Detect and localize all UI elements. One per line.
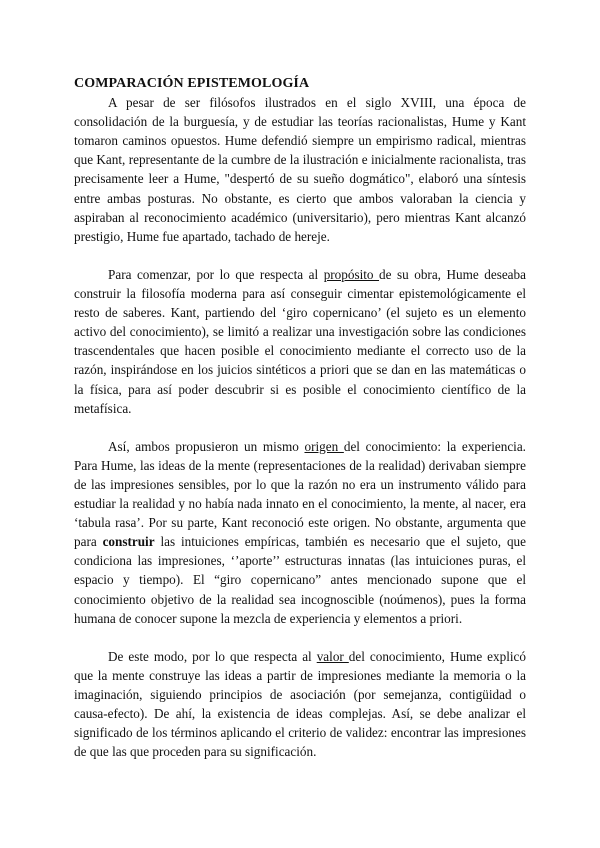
underlined-term-valor: valor	[316, 648, 349, 664]
paragraph-2-pre: Para comenzar, por lo que respecta al	[108, 266, 324, 282]
document-body	[74, 74, 526, 761]
paragraph-4-post: del conocimiento, Hume explicó que la mente construye las ideas a partir de impresiones mediante la memoria o la imaginación, siguiendo principios de asociación (por semejanza, contigüidad o causa-efecto). De ahí, la existencia de ideas complejas. Así, se debe analizar el significado de los términos aplicando el criterio de validez: encontrar las impresiones de que las que proceden para su significación.	[74, 648, 526, 760]
document-title: COMPARACIÓN EPISTEMOLOGÍA	[74, 76, 310, 91]
paragraph-4	[74, 647, 526, 762]
paragraph-2	[74, 265, 526, 418]
paragraph-1-text: A pesar de ser filósofos ilustrados en el siglo XVIII, una época de consolidación de la burguesía, y de estudiar las teorías racionalistas, Hume y Kant tomaron caminos opuestos. Hume defendió siempre un empirismo radical, mientras que Kant, representante de la cumbre de la ilustración e inicialmente racionalista, tras precisamente leer a Hume, "despertó de su sueño dogmático", elaboró una síntesis entre ambas posturas. No obstante, es cierto que ambos valoraban la ciencia y aspiraban al reconocimiento académico (universitario), pero mientras Kant alcanzó prestigio, Hume fue apartado, tachado de hereje.	[74, 95, 526, 244]
paragraph-3-post: las intuiciones empíricas, también es necesario que el sujeto, que condiciona las impresiones, ‘’aporte’’ estructuras innatas (las intuiciones puras, el espacio y tiempo). El “giro copernicano” antes mencionado supone que el conocimiento objetivo de la realidad sea incognoscible (noúmenos), pues la forma humana de conocer supone la mezcla de experiencia y elementos a priori.	[74, 534, 526, 626]
paragraph-3-mid: del conocimiento: la experiencia. Para Hume, las ideas de la mente (representaciones de la realidad) derivaban siempre de las impresiones sensibles, por lo que la razón no era un instrumento válido para estudiar la realidad y no había nada innato en el conocimiento, la mente, al nacer, era ‘tabula rasa’. Por su parte, Kant reconoció este origen. No obstante, argumenta que para	[74, 438, 526, 550]
paragraph-3	[74, 437, 526, 628]
underlined-term-proposito: propósito	[323, 266, 380, 282]
paragraph-2-post: de su obra, Hume deseaba construir la filosofía moderna para así conseguir cimentar epistemológicamente el resto de saberes. Kant, partiendo del ‘giro copernicano’ (el sujeto es un elemento activo del conocimiento), se limitó a realizar una investigación sobre las condiciones trascendentales que hacen posible el conocimiento mediante el correcto uso de la razón, inspirándose en los juicios sintéticos a priori que se dan en las matemáticas o la física, para así poder descubrir si es posible el conocimiento científico de la metafísica.	[74, 266, 526, 416]
underlined-term-origen: origen	[304, 438, 344, 454]
bold-term-construir: construir	[102, 534, 155, 550]
paragraph-4-pre: De este modo, por lo que respecta al	[108, 648, 317, 664]
paragraph-3-pre: Así, ambos propusieron un mismo	[108, 438, 305, 454]
paragraph-1	[74, 93, 526, 246]
